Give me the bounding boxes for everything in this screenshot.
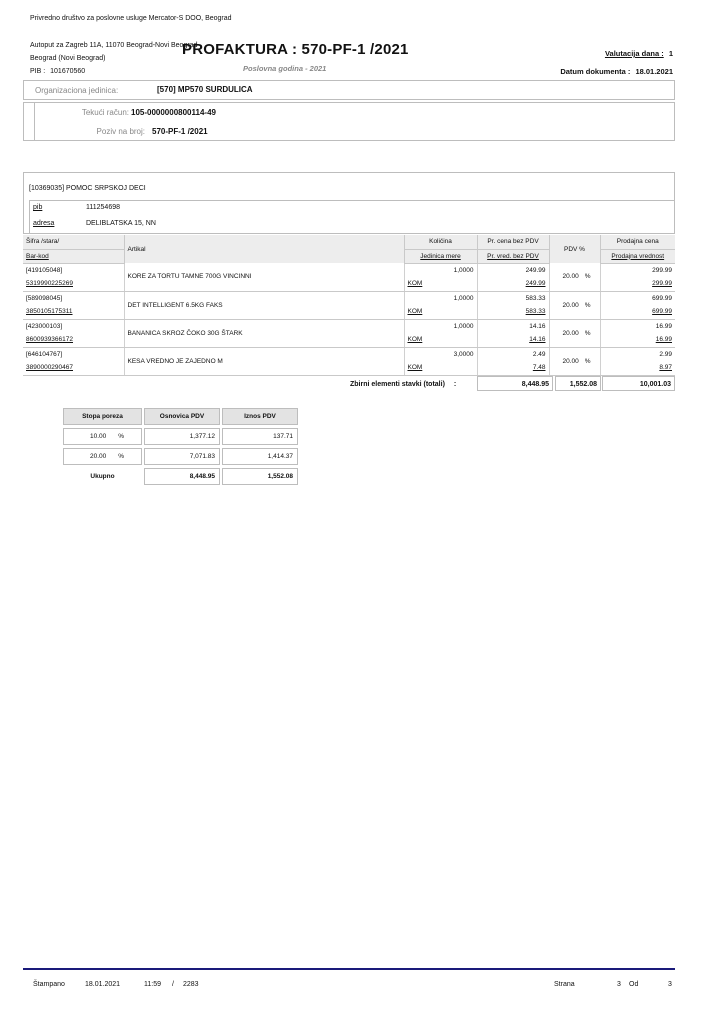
- totals-colon: :: [453, 381, 457, 388]
- company-city: Beograd (Novi Beograd): [30, 55, 106, 62]
- company-pib-value: 101670560: [50, 68, 86, 75]
- tax-osnovica: 7,071.83: [144, 448, 220, 465]
- item-prodvred: 299.99: [600, 277, 675, 291]
- totals-label-text: Zbirni elementi stavki (totali): [350, 381, 445, 388]
- item-pdv: 20.00: [562, 273, 579, 281]
- header-prodvred: Prodajna vrednost: [600, 249, 675, 263]
- tax-stopa: 10.00: [90, 433, 107, 440]
- table-row: [23, 347, 675, 361]
- tax-header-iznos: Iznos PDV: [222, 408, 298, 425]
- tax-header-osnovica: Osnovica PDV: [144, 408, 220, 425]
- header-jm: Jedinica mere: [404, 249, 477, 263]
- item-pdv-percent: %: [584, 273, 591, 281]
- document-date: [560, 67, 673, 76]
- customer-pib-label: pib: [33, 204, 43, 211]
- item-pdv-cell: [549, 263, 600, 291]
- item-prodcena: 299.99: [652, 266, 672, 274]
- item-sifra: [423000103]: [23, 319, 124, 333]
- tax-osnovica: 1,377.12: [144, 428, 220, 445]
- items-body: [23, 263, 675, 375]
- item-artikal: BANANICA SKROZ ČOKO 30G ŠTARK: [124, 319, 404, 347]
- tax-body: [63, 428, 298, 465]
- header-prodcena: Prodajna cena: [600, 235, 675, 249]
- company-address: Autoput za Zagreb 11A, 11070 Beograd-Novi Beograd: [30, 42, 198, 49]
- footer-strana: Strana: [554, 981, 575, 988]
- item-barkod: 3890000290467: [23, 361, 124, 375]
- item-pdv-cell: [549, 291, 600, 319]
- header-barkod: Bar-kod: [23, 249, 124, 263]
- org-unit-box: [23, 80, 675, 100]
- items-table: [23, 235, 675, 376]
- footer-od: Od: [629, 981, 639, 988]
- item-cena: 249.99: [477, 263, 549, 277]
- item-kolicina: 1,0000: [404, 319, 477, 333]
- document-title: PROFAKTURA : 570-PF-1 /2021: [182, 41, 409, 58]
- poziv-label: Poziv na broj:: [96, 127, 145, 136]
- total-osnovica: 8,448.95: [477, 376, 553, 391]
- tax-row: [63, 448, 298, 465]
- company-pib: [30, 68, 85, 75]
- item-prodcena: 2.99: [659, 350, 672, 358]
- item-vred: 249.99: [477, 277, 549, 291]
- tax-iznos: 137.71: [222, 428, 298, 445]
- item-sifra: [646104767]: [23, 347, 124, 361]
- item-prodvred: 699.99: [600, 305, 675, 319]
- document-date-label: Datum dokumenta :: [560, 67, 631, 76]
- table-row: [23, 291, 675, 305]
- table-row: [23, 263, 675, 277]
- tax-stopa-percent: %: [118, 433, 125, 440]
- item-sifra: [419105048]: [23, 263, 124, 277]
- header-sifra: Šifra /stara/: [23, 235, 124, 249]
- footer-total-pages: 3: [668, 981, 672, 988]
- tekuci-label: Tekući račun:: [81, 108, 129, 117]
- header-cena: Pr. cena bez PDV: [477, 235, 549, 249]
- footer-page: 3: [617, 981, 621, 988]
- customer-adresa-label: adresa: [33, 220, 55, 227]
- item-pdv-cell: [549, 347, 600, 375]
- item-vred: 14.16: [477, 333, 549, 347]
- footer-divider: [23, 968, 675, 970]
- tax-ukupno-label: Ukupno: [90, 473, 115, 480]
- header-kolicina: Količina: [404, 235, 477, 249]
- item-prodvred: 8.97: [600, 361, 675, 375]
- company-name: Privredno društvo za poslovne usluge Mercator-S DOO, Beograd: [30, 15, 232, 22]
- total-pdv: 1,552.08: [555, 376, 601, 391]
- footer-code: 2283: [183, 981, 199, 988]
- item-artikal: KESA VREDNO JE ZAJEDNO M: [124, 347, 404, 375]
- valuta-value: 1: [668, 49, 673, 58]
- tax-iznos: 1,414.37: [222, 448, 298, 465]
- item-jm: KOM: [404, 305, 477, 319]
- tax-stopa-percent: %: [118, 453, 125, 460]
- header-artikal: Artikal: [124, 235, 404, 263]
- tax-ukupno-iznos: 1,552.08: [222, 468, 298, 485]
- item-pdv-percent: %: [584, 329, 591, 337]
- customer-box: [23, 172, 675, 234]
- poziv-value: 570-PF-1 /2021: [152, 127, 208, 136]
- item-pdv: 20.00: [562, 357, 579, 365]
- header-vred: Pr. vred. bez PDV: [477, 249, 549, 263]
- footer-stampano: Štampano: [33, 981, 65, 988]
- fiscal-year: Poslovna godina - 2021: [243, 64, 327, 73]
- item-kolicina: 3,0000: [404, 347, 477, 361]
- item-pdv-percent: %: [584, 301, 591, 309]
- footer-slash: /: [172, 981, 174, 988]
- item-kolicina: 1,0000: [404, 291, 477, 305]
- item-jm: KOM: [404, 333, 477, 347]
- customer-details: [29, 200, 674, 234]
- item-pdv: 20.00: [562, 301, 579, 309]
- tax-stopa-cell: [63, 448, 142, 465]
- item-prodcena: 16.99: [655, 322, 672, 330]
- item-barkod: 3850105175311: [23, 305, 124, 319]
- table-row: [23, 319, 675, 333]
- valuta: [605, 49, 673, 58]
- totals-label: [350, 381, 456, 388]
- document-date-value: 18.01.2021: [635, 67, 673, 76]
- item-jm: KOM: [404, 277, 477, 291]
- tax-stopa-cell: [63, 428, 142, 445]
- tax-header-stopa: Stopa poreza: [63, 408, 142, 425]
- item-barkod: 8600939366172: [23, 333, 124, 347]
- company-pib-label: PIB :: [30, 68, 46, 75]
- tax-ukupno-osnovica: 8,448.95: [144, 468, 220, 485]
- customer-pib: 111254698: [86, 204, 120, 211]
- footer-date: 18.01.2021: [85, 981, 121, 988]
- org-unit-value: [570] MP570 SURDULICA: [157, 85, 253, 94]
- org-unit-label: Organizaciona jedinica:: [35, 86, 119, 95]
- item-artikal: DET INTELLIGENT 6.5KG FAKS: [124, 291, 404, 319]
- customer-name: [10369035] POMOC SRPSKOJ DECI: [29, 185, 146, 192]
- tax-stopa: 20.00: [90, 453, 107, 460]
- item-pdv: 20.00: [562, 329, 579, 337]
- item-vred: 583.33: [477, 305, 549, 319]
- tekuci-value: 105-0000000800114-49: [131, 108, 216, 117]
- customer-adresa: DELIBLATSKA 15, NN: [86, 220, 156, 227]
- item-prodvred: 16.99: [600, 333, 675, 347]
- valuta-label: Valutacija dana :: [604, 49, 664, 58]
- item-sifra: [589098045]: [23, 291, 124, 305]
- header-pdv: PDV %: [549, 235, 600, 263]
- item-prodcena: 699.99: [652, 294, 672, 302]
- item-pdv-percent: %: [584, 357, 591, 365]
- item-pdv-cell: [549, 319, 600, 347]
- item-kolicina: 1,0000: [404, 263, 477, 277]
- item-jm: KOM: [404, 361, 477, 375]
- total-vrednost: 10,001.03: [602, 376, 675, 391]
- tax-table: [61, 405, 300, 488]
- item-barkod: 5319990225269: [23, 277, 124, 291]
- account-box: [23, 102, 675, 141]
- item-artikal: KORE ZA TORTU TAMNE 700G VINCINNI: [124, 263, 404, 291]
- item-vred: 7.48: [477, 361, 549, 375]
- item-cena: 583.33: [477, 291, 549, 305]
- footer-time: 11:59: [144, 981, 161, 988]
- item-cena: 14.16: [477, 319, 549, 333]
- tax-row: [63, 428, 298, 445]
- item-cena: 2.49: [477, 347, 549, 361]
